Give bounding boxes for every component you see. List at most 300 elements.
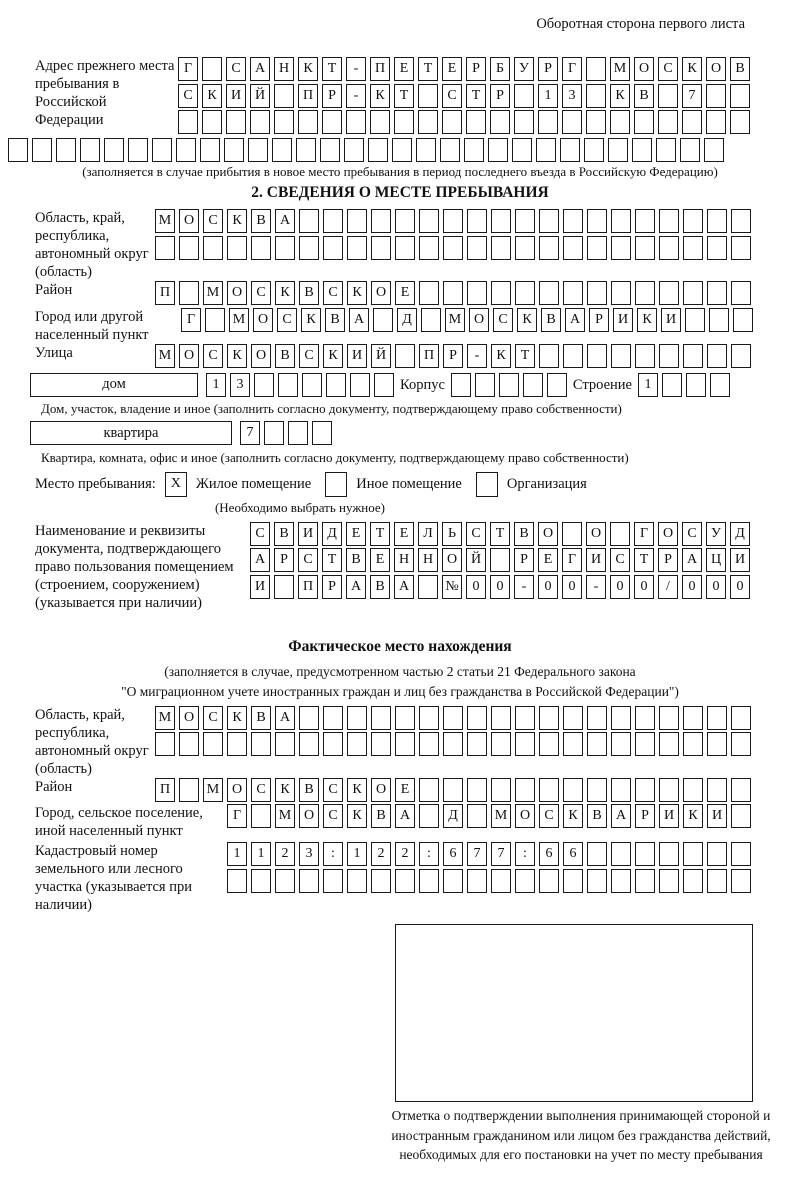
field-district [0, 281, 800, 308]
char-cell [733, 308, 753, 332]
char-cell: И [586, 548, 606, 572]
char-cell [418, 84, 438, 108]
char-cell: 2 [395, 842, 415, 866]
char-cell [32, 138, 52, 162]
char-cell: Й [250, 84, 270, 108]
char-cell [488, 138, 508, 162]
char-cell: К [347, 281, 367, 305]
char-cell: А [349, 308, 369, 332]
char-cell [683, 209, 703, 233]
char-row [155, 236, 755, 260]
field-region [0, 209, 800, 281]
field-doc-rights [0, 522, 800, 630]
char-cell [683, 236, 703, 260]
char-cell [467, 209, 487, 233]
char-cell [611, 732, 631, 756]
char-cell [200, 138, 220, 162]
char-cell: Р [274, 548, 294, 572]
char-cell: С [442, 84, 462, 108]
char-cell [659, 706, 679, 730]
char-cell: К [275, 778, 295, 802]
char-cell [610, 522, 630, 546]
field-city [0, 308, 800, 344]
char-cell [395, 869, 415, 893]
char-cell [634, 110, 654, 134]
char-cell [466, 110, 486, 134]
char-cell: И [226, 84, 246, 108]
char-cell: Р [466, 57, 486, 81]
field-stay-type [0, 472, 800, 497]
char-cell: О [634, 57, 654, 81]
checkbox-organization [476, 472, 498, 497]
char-cell [443, 236, 463, 260]
char-cell [635, 706, 655, 730]
char-cell [704, 138, 724, 162]
char-cell: Р [658, 548, 678, 572]
char-cell [707, 869, 727, 893]
char-row [206, 373, 398, 397]
char-cell: 0 [490, 575, 510, 599]
char-cell: 1 [638, 373, 658, 397]
char-cell [299, 209, 319, 233]
char-cell: Л [418, 522, 438, 546]
char-cell [563, 344, 583, 368]
char-cell [421, 308, 441, 332]
char-cell [370, 110, 390, 134]
char-cell [323, 869, 343, 893]
char-cell [392, 138, 412, 162]
char-cell [274, 575, 294, 599]
char-cell [419, 804, 439, 828]
char-cell: Р [514, 548, 534, 572]
char-cell [288, 421, 308, 445]
char-cell: С [203, 209, 223, 233]
char-cell [347, 209, 367, 233]
char-cell: Е [395, 281, 415, 305]
char-cell [611, 842, 631, 866]
char-cell [635, 869, 655, 893]
char-cell [659, 281, 679, 305]
char-cell: С [323, 281, 343, 305]
char-cell [443, 209, 463, 233]
char-cell [563, 778, 583, 802]
char-cell [658, 84, 678, 108]
char-cell: Г [562, 548, 582, 572]
char-cell [248, 138, 268, 162]
char-cell [539, 706, 559, 730]
option-label-organization: Организация [506, 475, 587, 492]
char-cell [264, 421, 284, 445]
field-prev-address [0, 57, 800, 137]
option-label-dwelling: Жилое помещение [195, 475, 312, 492]
char-cell: С [323, 778, 343, 802]
char-cell [706, 110, 726, 134]
stamp-area-box [395, 924, 753, 1102]
char-cell [563, 281, 583, 305]
char-cell [419, 281, 439, 305]
char-cell [707, 706, 727, 730]
char-cell: Д [443, 804, 463, 828]
char-cell [731, 236, 751, 260]
char-cell [707, 236, 727, 260]
char-cell: - [346, 84, 366, 108]
char-cell: И [661, 308, 681, 332]
char-cell: Г [178, 57, 198, 81]
char-cell [685, 308, 705, 332]
char-cell [179, 236, 199, 260]
label-doc-rights: Наименование и реквизиты документа, подтверждающего право пользования помещением (строением, сооружением) (указывается при наличии) [35, 522, 234, 611]
char-cell: К [227, 344, 247, 368]
char-cell: В [274, 522, 294, 546]
char-cell [683, 344, 703, 368]
char-cell [587, 209, 607, 233]
char-cell: 0 [706, 575, 726, 599]
char-cell: С [203, 344, 223, 368]
char-cell: М [275, 804, 295, 828]
label-actual-district: Район [35, 778, 73, 795]
char-cell [275, 236, 295, 260]
char-row [638, 373, 734, 397]
char-cell [491, 778, 511, 802]
char-cell: 0 [466, 575, 486, 599]
char-cell: / [658, 575, 678, 599]
char-cell: С [250, 522, 270, 546]
char-cell: О [706, 57, 726, 81]
field-apartment [0, 421, 800, 448]
char-cell [155, 732, 175, 756]
char-cell [419, 778, 439, 802]
char-cell: Н [274, 57, 294, 81]
char-cell: 3 [562, 84, 582, 108]
char-cell: С [203, 706, 223, 730]
char-cell [299, 869, 319, 893]
char-cell: П [419, 344, 439, 368]
char-cell [323, 732, 343, 756]
char-cell: С [226, 57, 246, 81]
char-cell: О [586, 522, 606, 546]
char-cell: А [682, 548, 702, 572]
char-cell: И [250, 575, 270, 599]
char-row [227, 842, 755, 866]
char-cell: - [514, 575, 534, 599]
char-cell: А [250, 57, 270, 81]
char-cell: В [346, 548, 366, 572]
char-cell [467, 281, 487, 305]
char-cell [683, 732, 703, 756]
char-cell [251, 732, 271, 756]
char-cell: - [467, 344, 487, 368]
char-cell [563, 706, 583, 730]
char-cell [538, 110, 558, 134]
checkbox-dwelling: X [165, 472, 187, 497]
char-cell: А [611, 804, 631, 828]
char-cell: Д [322, 522, 342, 546]
char-row [178, 57, 754, 81]
char-row [155, 706, 755, 730]
char-cell: П [298, 84, 318, 108]
char-cell [707, 778, 727, 802]
char-cell: О [658, 522, 678, 546]
char-cell [322, 110, 342, 134]
char-row [155, 281, 755, 305]
char-cell [635, 732, 655, 756]
char-cell [514, 84, 534, 108]
char-cell: Д [397, 308, 417, 332]
char-cell [499, 373, 519, 397]
char-cell [539, 869, 559, 893]
char-cell [451, 373, 471, 397]
char-cell [491, 869, 511, 893]
char-row [250, 575, 754, 599]
char-cell: 2 [371, 842, 391, 866]
char-cell [632, 138, 652, 162]
char-cell [202, 57, 222, 81]
char-cell [179, 778, 199, 802]
char-cell [659, 344, 679, 368]
char-cell: Т [490, 522, 510, 546]
char-cell [707, 732, 727, 756]
char-cell [371, 732, 391, 756]
char-cell: - [346, 57, 366, 81]
char-cell: Е [370, 548, 390, 572]
char-cell [275, 869, 295, 893]
char-cell [491, 209, 511, 233]
apartment-caption: Квартира, комната, офис и иное (заполнить согласно документу, подтверждающему право собственности) [41, 449, 629, 465]
char-cell: Р [322, 84, 342, 108]
char-cell: И [659, 804, 679, 828]
char-cell: О [251, 344, 271, 368]
char-cell [635, 778, 655, 802]
prev-address-overflow-row [0, 138, 800, 162]
char-cell: С [178, 84, 198, 108]
char-cell: К [227, 706, 247, 730]
char-cell [514, 110, 534, 134]
char-cell: А [275, 209, 295, 233]
char-cell [179, 732, 199, 756]
char-cell [587, 706, 607, 730]
char-cell [443, 706, 463, 730]
char-cell: А [395, 804, 415, 828]
char-cell: Е [394, 522, 414, 546]
char-cell [155, 236, 175, 260]
char-cell: Б [490, 57, 510, 81]
char-cell [251, 236, 271, 260]
char-cell: 1 [538, 84, 558, 108]
char-cell [395, 706, 415, 730]
char-cell: 6 [539, 842, 559, 866]
char-cell [586, 57, 606, 81]
prev-address-cells [178, 57, 754, 137]
char-cell: А [565, 308, 585, 332]
char-cell: 7 [682, 84, 702, 108]
char-cell [659, 869, 679, 893]
char-cell: Г [227, 804, 247, 828]
char-cell [611, 706, 631, 730]
char-cell [179, 281, 199, 305]
char-cell [731, 732, 751, 756]
char-cell: Е [442, 57, 462, 81]
char-cell [298, 110, 318, 134]
char-cell: И [730, 548, 750, 572]
stamp-caption: Отметка о подтверждении выполнения принимающей стороной и иностранным гражданином или лицом без гражданства действий, необходимых для его постановки на учет по месту пребывания [391, 1108, 771, 1163]
char-cell: О [538, 522, 558, 546]
char-cell [274, 84, 294, 108]
label-actual-region: Область, край, республика, автономный округ (область) [35, 706, 149, 777]
char-cell [56, 138, 76, 162]
char-cell: 0 [730, 575, 750, 599]
char-cell [224, 138, 244, 162]
char-cell: И [707, 804, 727, 828]
char-cell: 1 [347, 842, 367, 866]
char-cell [656, 138, 676, 162]
char-cell [710, 373, 730, 397]
char-cell: Т [466, 84, 486, 108]
char-cell: К [202, 84, 222, 108]
char-cell [299, 706, 319, 730]
char-cell [346, 110, 366, 134]
char-cell [347, 869, 367, 893]
char-cell: 1 [251, 842, 271, 866]
char-cell [128, 138, 148, 162]
label-region: Область, край, республика, автономный округ (область) [35, 210, 149, 281]
char-cell [635, 281, 655, 305]
char-cell [250, 110, 270, 134]
char-cell [539, 236, 559, 260]
option-label-other-premises: Иное помещение [356, 475, 462, 492]
char-row [178, 84, 754, 108]
char-cell: К [301, 308, 321, 332]
char-cell [515, 778, 535, 802]
char-cell [419, 732, 439, 756]
char-cell: С [682, 522, 702, 546]
char-row [240, 421, 336, 445]
char-cell [539, 281, 559, 305]
char-cell [706, 84, 726, 108]
char-cell [299, 236, 319, 260]
char-cell: П [155, 281, 175, 305]
char-cell [491, 281, 511, 305]
char-cell [395, 344, 415, 368]
char-cell [176, 138, 196, 162]
char-cell: Р [589, 308, 609, 332]
char-cell [344, 138, 364, 162]
char-cell: 0 [634, 575, 654, 599]
char-cell: Н [418, 548, 438, 572]
char-cell [491, 732, 511, 756]
char-cell [491, 706, 511, 730]
char-cell [731, 209, 751, 233]
char-cell [611, 209, 631, 233]
char-cell [562, 110, 582, 134]
char-cell: И [613, 308, 633, 332]
char-cell [251, 869, 271, 893]
char-cell: О [371, 281, 391, 305]
char-cell [320, 138, 340, 162]
char-cell: В [371, 804, 391, 828]
char-row [227, 804, 755, 828]
char-cell [562, 522, 582, 546]
char-cell [731, 869, 751, 893]
char-cell: С [610, 548, 630, 572]
char-cell [635, 842, 655, 866]
char-cell: В [299, 281, 319, 305]
char-cell [251, 804, 271, 828]
char-cell: О [442, 548, 462, 572]
char-cell [608, 138, 628, 162]
char-cell: М [155, 344, 175, 368]
char-cell [419, 209, 439, 233]
actual-location-caption-2: "О миграционном учете иностранных граждан и лиц без гражданства в Российской Федерации") [121, 683, 679, 699]
char-cell [563, 236, 583, 260]
char-cell [104, 138, 124, 162]
char-cell: Г [181, 308, 201, 332]
label-stay-type: Место пребывания: [35, 476, 156, 493]
char-cell [226, 110, 246, 134]
char-cell [683, 869, 703, 893]
char-cell [394, 110, 414, 134]
char-cell: Г [634, 522, 654, 546]
field-cadastral [0, 842, 800, 914]
house-box: дом [30, 373, 198, 397]
char-cell: Й [466, 548, 486, 572]
char-cell: И [298, 522, 318, 546]
char-cell [586, 84, 606, 108]
char-cell [659, 209, 679, 233]
char-cell [8, 138, 28, 162]
char-cell: М [491, 804, 511, 828]
char-cell: 7 [467, 842, 487, 866]
char-cell: С [277, 308, 297, 332]
char-cell: П [370, 57, 390, 81]
char-cell [464, 138, 484, 162]
char-cell [610, 110, 630, 134]
prev-address-caption: (заполняется в случае прибытия в новое место пребывания в период последнего въезда в Российскую Федерацию) [82, 164, 718, 180]
char-cell: Г [562, 57, 582, 81]
char-cell: 6 [563, 842, 583, 866]
char-cell [686, 373, 706, 397]
char-cell [418, 110, 438, 134]
char-cell: 3 [230, 373, 250, 397]
char-cell: В [634, 84, 654, 108]
char-cell: О [227, 778, 247, 802]
char-cell: Т [394, 84, 414, 108]
char-cell: К [491, 344, 511, 368]
char-cell: С [299, 344, 319, 368]
char-cell: Т [322, 57, 342, 81]
char-cell: О [179, 344, 199, 368]
char-cell [374, 373, 394, 397]
char-cell [419, 869, 439, 893]
char-cell [730, 110, 750, 134]
char-cell: В [251, 209, 271, 233]
char-cell: В [541, 308, 561, 332]
char-cell: 1 [227, 842, 247, 866]
label-district: Район [35, 282, 73, 299]
char-cell: Н [394, 548, 414, 572]
label-stroenie: Строение [572, 376, 632, 393]
field-street [0, 344, 800, 371]
char-cell [707, 344, 727, 368]
char-cell: А [346, 575, 366, 599]
char-row [250, 548, 754, 572]
char-cell [395, 732, 415, 756]
char-cell [373, 308, 393, 332]
char-cell [587, 842, 607, 866]
char-cell [515, 209, 535, 233]
char-cell: С [323, 804, 343, 828]
char-cell: К [610, 84, 630, 108]
char-cell [730, 84, 750, 108]
